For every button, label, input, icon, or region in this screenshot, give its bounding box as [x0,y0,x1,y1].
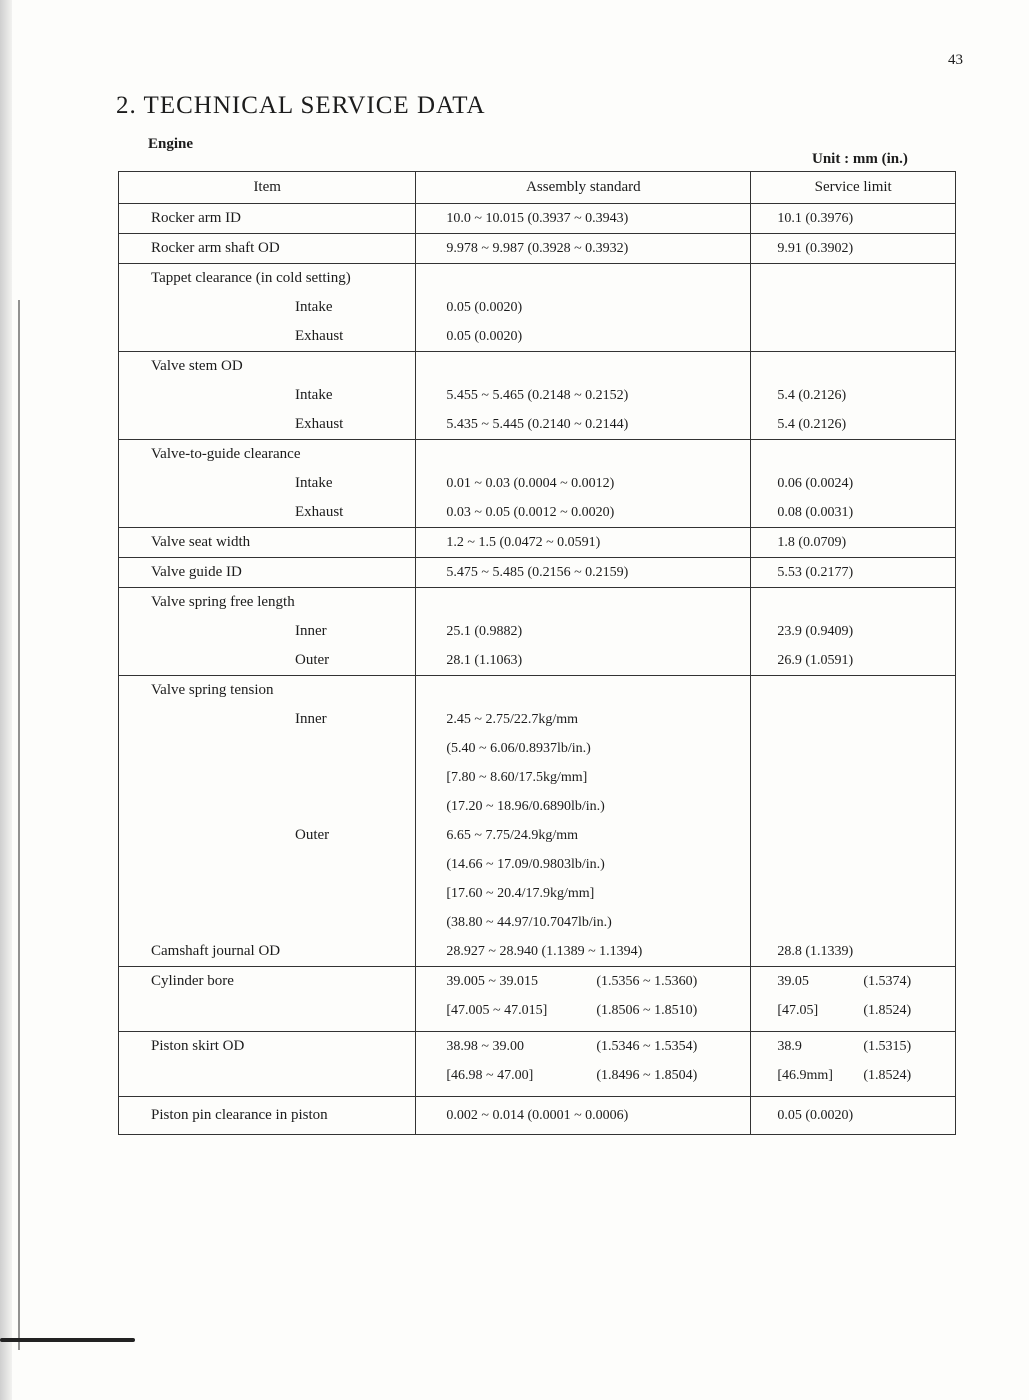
standard-inner-line-1: 2.45 ~ 2.75/22.7kg/mm [446,712,579,727]
row-cylinder-bore [119,967,956,1032]
limit-line-2-mm: [47.05] [777,1003,819,1018]
row-tappet-clearance [119,264,956,352]
table-header-row [119,172,956,204]
row-valve-spring-free-length [119,588,956,676]
sub-label-exhaust: Exhaust [295,416,344,432]
standard-inner: 25.1 (0.9882) [446,624,523,639]
standard-value: 5.475 ~ 5.485 (0.2156 ~ 0.2159) [416,558,751,588]
sub-label-inner: Inner [295,711,327,727]
standard-inner-line-2: (5.40 ~ 6.06/0.8937lb/in.) [446,741,591,756]
table-row [119,937,956,967]
item-label: Piston pin clearance in piston [119,1097,416,1135]
table-row [119,676,956,938]
standard-intake: 5.455 ~ 5.465 (0.2148 ~ 0.2152) [446,388,629,403]
standard-line-2-in: (1.8496 ~ 1.8504) [596,1068,698,1083]
standard-line-1-mm: 39.005 ~ 39.015 [446,974,538,989]
standard-intake: 0.01 ~ 0.03 (0.0004 ~ 0.0012) [446,476,615,491]
item-label: Valve spring tension [151,682,274,698]
row-valve-guide-id [119,558,956,588]
limit-line-2-in: (1.8524) [863,1068,912,1083]
header-limit: Service limit [751,172,956,204]
table-row [119,204,956,234]
item-label: Tappet clearance (in cold setting) [151,270,351,286]
standard-outer-line-3: [17.60 ~ 20.4/17.9kg/mm] [446,886,595,901]
limit-value: 0.05 (0.0020) [751,1097,956,1135]
table-row [119,1032,956,1097]
table-row [119,1097,956,1135]
unit-note: Unit : mm (in.) [812,151,908,167]
standard-value: 10.0 ~ 10.015 (0.3937 ~ 0.3943) [416,204,751,234]
standard-outer-line-1: 6.65 ~ 7.75/24.9kg/mm [446,828,579,843]
table-row [119,264,956,352]
sub-label-inner: Inner [295,623,327,639]
item-label: Rocker arm shaft OD [119,234,416,264]
sub-label-outer: Outer [295,827,330,843]
limit-outer: 26.9 (1.0591) [777,653,854,668]
standard-exhaust: 0.03 ~ 0.05 (0.0012 ~ 0.0020) [446,505,615,520]
table-row [119,352,956,440]
item-label: Piston skirt OD [119,1032,416,1097]
standard-outer-line-2: (14.66 ~ 17.09/0.9803lb/in.) [446,857,605,872]
header-item: Item [119,172,416,204]
sub-label-intake: Intake [295,475,333,491]
table-row [119,234,956,264]
item-label: Valve guide ID [119,558,416,588]
standard-inner-line-4: (17.20 ~ 18.96/0.6890lb/in.) [446,799,605,814]
page-binding-shadow [0,0,12,1400]
sub-label-outer: Outer [295,652,330,668]
limit-value: 10.1 (0.3976) [751,204,956,234]
row-valve-seat-width [119,528,956,558]
item-label: Camshaft journal OD [119,937,416,967]
sub-label-intake: Intake [295,387,333,403]
item-label: Rocker arm ID [119,204,416,234]
standard-value: 28.927 ~ 28.940 (1.1389 ~ 1.1394) [416,937,751,967]
item-label: Valve-to-guide clearance [151,446,301,462]
item-label: Valve stem OD [151,358,243,374]
binding-edge-line [18,300,20,1350]
standard-line-1-mm: 38.98 ~ 39.00 [446,1039,524,1054]
limit-line-1-in: (1.5315) [863,1039,912,1054]
binding-edge-foot [0,1338,135,1342]
standard-exhaust: 5.435 ~ 5.445 (0.2140 ~ 0.2144) [446,417,629,432]
service-data-table [118,171,956,1135]
standard-outer: 28.1 (1.1063) [446,653,523,668]
table-row [119,588,956,676]
row-rocker-arm-shaft-od [119,234,956,264]
standard-line-1-in: (1.5346 ~ 1.5354) [596,1039,698,1054]
table-row [119,967,956,1032]
standard-value: 9.978 ~ 9.987 (0.3928 ~ 0.3932) [416,234,751,264]
row-valve-stem-od [119,352,956,440]
page-number: 43 [948,52,963,68]
limit-line-1-mm: 39.05 [777,974,809,989]
row-rocker-arm-id [119,204,956,234]
standard-intake: 0.05 (0.0020) [446,300,523,315]
limit-line-1-mm: 38.9 [777,1039,802,1054]
row-valve-guide-clearance [119,440,956,528]
standard-line-2-in: (1.8506 ~ 1.8510) [596,1003,698,1018]
table-row [119,440,956,528]
sub-label-exhaust: Exhaust [295,504,344,520]
standard-line-1-in: (1.5356 ~ 1.5360) [596,974,698,989]
item-label: Cylinder bore [119,967,416,1032]
row-piston-skirt-od [119,1032,956,1097]
limit-inner: 23.9 (0.9409) [777,624,854,639]
standard-outer-line-4: (38.80 ~ 44.97/10.7047lb/in.) [446,915,612,930]
standard-line-2-mm: [46.98 ~ 47.00] [446,1068,534,1083]
standard-value: 0.002 ~ 0.014 (0.0001 ~ 0.0006) [416,1097,751,1135]
item-label: Valve spring free length [151,594,295,610]
table-row [119,528,956,558]
standard-exhaust: 0.05 (0.0020) [446,329,523,344]
item-label: Valve seat width [119,528,416,558]
limit-exhaust: 0.08 (0.0031) [777,505,854,520]
limit-exhaust: 5.4 (0.2126) [777,417,847,432]
limit-value: 5.53 (0.2177) [751,558,956,588]
limit-line-1-in: (1.5374) [863,974,912,989]
sub-label-intake: Intake [295,299,333,315]
limit-line-2-in: (1.8524) [863,1003,912,1018]
section-subtitle: Engine [148,136,194,152]
row-piston-pin-clearance [119,1097,956,1135]
limit-intake: 5.4 (0.2126) [777,388,847,403]
limit-value-empty [751,676,956,938]
limit-line-2-mm: [46.9mm] [777,1068,833,1083]
limit-value: 28.8 (1.1339) [751,937,956,967]
table-row [119,558,956,588]
limit-value: 9.91 (0.3902) [751,234,956,264]
section-title: 2. TECHNICAL SERVICE DATA [116,92,486,119]
limit-intake: 0.06 (0.0024) [777,476,854,491]
standard-value: 1.2 ~ 1.5 (0.0472 ~ 0.0591) [416,528,751,558]
spacer [446,264,750,293]
standard-inner-line-3: [7.80 ~ 8.60/17.5kg/mm] [446,770,588,785]
row-valve-spring-tension [119,676,956,967]
sub-label-exhaust: Exhaust [295,328,344,344]
limit-value-empty [751,264,956,352]
standard-line-2-mm: [47.005 ~ 47.015] [446,1003,548,1018]
header-standard: Assembly standard [416,172,751,204]
limit-value: 1.8 (0.0709) [751,528,956,558]
